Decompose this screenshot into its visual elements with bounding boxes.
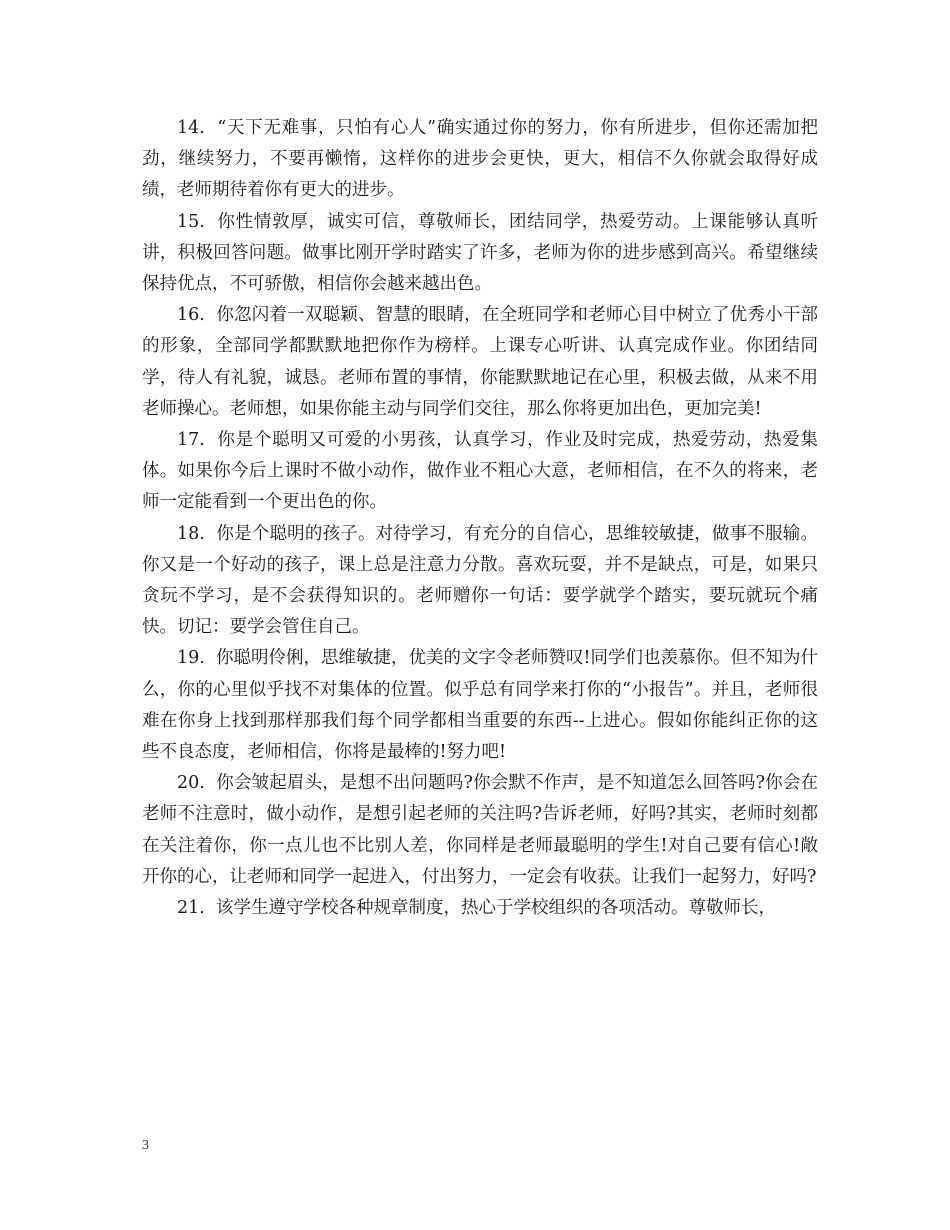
paragraph-14 bbox=[142, 113, 818, 207]
paragraph-text: “天下无难事，只怕有心人”确实通过你的努力，你有所进步，但你还需加把劲，继续努力，不要再懒惰，这样你的进步会更快，更大，相信不久你就会取得好成绩，老师期待着你有更大的进步。 bbox=[142, 118, 818, 201]
paragraph-text: 你是个聪明又可爱的小男孩，认真学习，作业及时完成，热爱劳动，热爱集体。如果你今后上课时不做小动作，做作业不粗心大意，老师相信，在不久的将来，老师一定能看到一个更出色的你。 bbox=[142, 430, 818, 513]
paragraph-number: 14. bbox=[177, 118, 205, 138]
paragraph-number: 15. bbox=[177, 211, 205, 232]
paragraph-text: 你忽闪着一双聪颖、智慧的眼睛，在全班同学和老师心目中树立了优秀小干部的形象，全部同学都默默地把你作为榜样。上课专心听讲、认真完成作业。你团结同学，待人有礼貌，诚恳。老师布置的事情，你能默默地记在心里，积极去做，从来不用老师操心。老师想，如果你能主动与同学们交往，那么你将更加出色，更加完美! bbox=[142, 305, 818, 419]
paragraph-number: 19. bbox=[177, 648, 205, 669]
paragraph-16 bbox=[142, 300, 818, 425]
paragraph-text: 你性情敦厚，诚实可信，尊敬师长，团结同学，热爱劳动。上课能够认真听讲，积极回答问题。做事比刚开学时踏实了许多，老师为你的进步感到高兴。希望继续保持优点，不可骄傲，相信你会越来越出色。 bbox=[142, 211, 818, 295]
document-body bbox=[142, 113, 818, 924]
paragraph-text: 你是个聪明的孩子。对待学习，有充分的自信心，思维较敏捷，做事不服输。你又是一个好动的孩子，课上总是注意力分散。喜欢玩耍，并不是缺点，可是，如果只贪玩不学习，是不会获得知识的。老师赠你一句话：要学就学个踏实，要玩就玩个痛快。切记：要学会管住自己。 bbox=[142, 523, 818, 638]
paragraph-number: 20. bbox=[177, 773, 205, 794]
paragraph-15 bbox=[142, 207, 818, 301]
paragraph-number: 21. bbox=[177, 898, 205, 919]
paragraph-number: 17. bbox=[177, 430, 205, 451]
paragraph-text: 该学生遵守学校各种规章制度，热心于学校组织的各项活动。尊敬师长， bbox=[215, 898, 776, 919]
paragraph-number: 18. bbox=[177, 523, 205, 544]
paragraph-number: 16. bbox=[177, 305, 205, 326]
paragraph-text: 你聪明伶俐，思维敏捷，优美的文字令老师赞叹!同学们也羡慕你。但不知为什么，你的心里似乎找不对集体的位置。似乎总有同学来打你的“小报告”。并且，老师很难在你身上找到那样那我们每个同学都相当重要的东西--上进心。假如你能纠正你的这些不良态度，老师相信，你将是最棒的!努力吧! bbox=[142, 648, 819, 763]
paragraph-18 bbox=[142, 519, 818, 644]
paragraph-19 bbox=[142, 643, 818, 768]
paragraph-20 bbox=[142, 768, 818, 893]
paragraph-text: 你会皱起眉头，是想不出问题吗?你会默不作声，是不知道怎么回答吗?你会在老师不注意时，做小动作，是想引起老师的关注吗?告诉老师，好吗?其实，老师时刻都在关注着你，你一点儿也不比别人差，你同样是老师最聪明的学生!对自己要有信心!敞开你的心，让老师和同学一起进入，付出努力，一定会有收获。让我们一起努力，好吗? bbox=[142, 773, 818, 887]
paragraph-21 bbox=[142, 893, 818, 924]
paragraph-17 bbox=[142, 425, 818, 519]
page-number: 3 bbox=[142, 1138, 149, 1153]
